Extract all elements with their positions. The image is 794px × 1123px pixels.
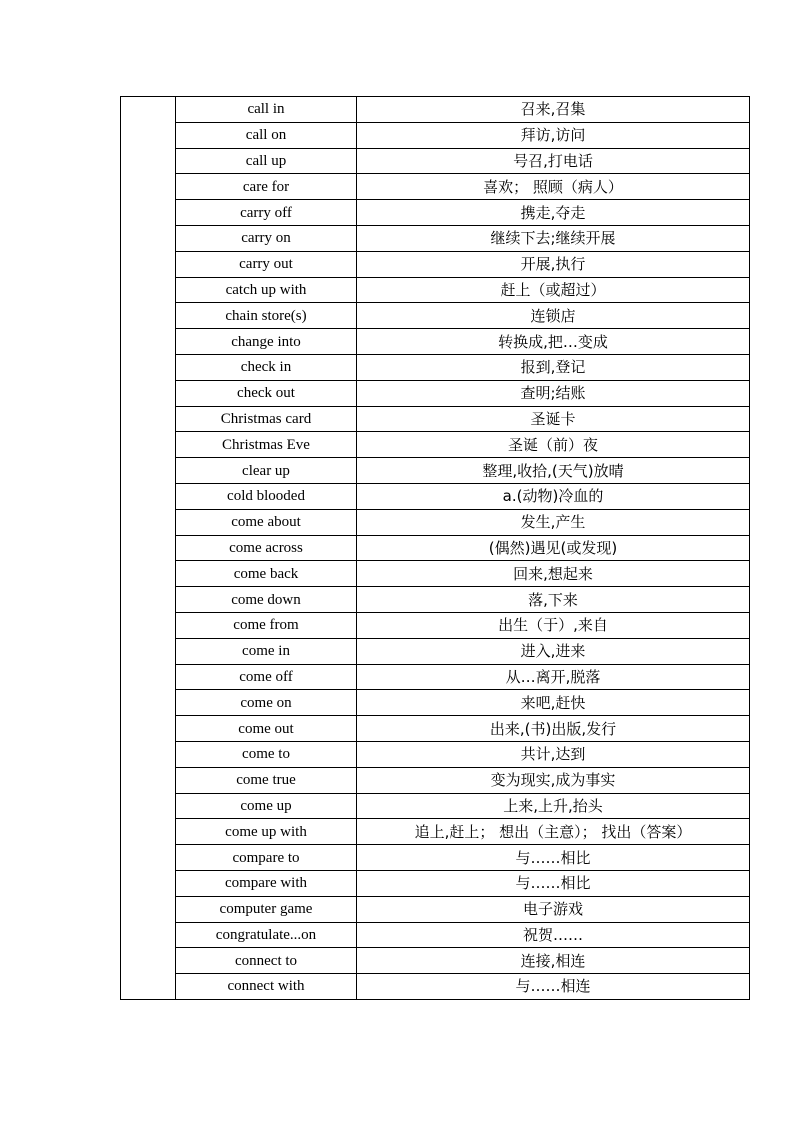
table-row: [121, 148, 750, 174]
vocabulary-table: [120, 96, 750, 1000]
table-row: [121, 767, 750, 793]
table-row: [121, 329, 750, 355]
table-row: [121, 380, 750, 406]
table-row: [121, 638, 750, 664]
meaning-cell: 连接,相连: [357, 948, 750, 974]
table-row: [121, 716, 750, 742]
phrase-cell: call on: [176, 122, 357, 148]
phrase-cell: carry off: [176, 200, 357, 226]
phrase-cell: come true: [176, 767, 357, 793]
table-row: [121, 458, 750, 484]
phrase-cell: come up: [176, 793, 357, 819]
phrase-cell: check in: [176, 354, 357, 380]
meaning-cell: 祝贺……: [357, 922, 750, 948]
table-row: [121, 122, 750, 148]
phrase-cell: change into: [176, 329, 357, 355]
phrase-cell: come about: [176, 509, 357, 535]
phrase-cell: compare to: [176, 845, 357, 871]
phrase-cell: Christmas card: [176, 406, 357, 432]
meaning-cell: 继续下去;继续开展: [357, 225, 750, 251]
phrase-cell: come in: [176, 638, 357, 664]
phrase-cell: come to: [176, 741, 357, 767]
table-row: [121, 974, 750, 1000]
meaning-cell: a.(动物)冷血的: [357, 483, 750, 509]
meaning-cell: 整理,收拾,(天气)放晴: [357, 458, 750, 484]
meaning-cell: 出生（于）,来自: [357, 612, 750, 638]
phrase-cell: call up: [176, 148, 357, 174]
table-row: [121, 483, 750, 509]
meaning-cell: 落,下来: [357, 587, 750, 613]
meaning-cell: 喜欢； 照顾（病人）: [357, 174, 750, 200]
meaning-cell: 转换成,把…变成: [357, 329, 750, 355]
table-row: [121, 561, 750, 587]
meaning-cell: 与……相连: [357, 974, 750, 1000]
meaning-cell: 回来,想起来: [357, 561, 750, 587]
empty-side-column: [121, 97, 176, 1000]
meaning-cell: 来吧,赶快: [357, 690, 750, 716]
phrase-cell: cold blooded: [176, 483, 357, 509]
table-row: [121, 664, 750, 690]
table-row: [121, 200, 750, 226]
meaning-cell: 上来,上升,抬头: [357, 793, 750, 819]
table-row: [121, 251, 750, 277]
phrase-cell: come off: [176, 664, 357, 690]
phrase-cell: come out: [176, 716, 357, 742]
table-row: [121, 354, 750, 380]
meaning-cell: 进入,进来: [357, 638, 750, 664]
meaning-cell: 召来,召集: [357, 97, 750, 123]
phrase-cell: connect with: [176, 974, 357, 1000]
phrase-cell: call in: [176, 97, 357, 123]
meaning-cell: 拜访,访问: [357, 122, 750, 148]
table-row: [121, 535, 750, 561]
table-row: [121, 896, 750, 922]
vocabulary-table-body: [121, 97, 750, 1000]
phrase-cell: compare with: [176, 870, 357, 896]
meaning-cell: (偶然)遇见(或发现): [357, 535, 750, 561]
phrase-cell: carry on: [176, 225, 357, 251]
meaning-cell: 与……相比: [357, 870, 750, 896]
phrase-cell: clear up: [176, 458, 357, 484]
table-row: [121, 97, 750, 123]
phrase-cell: come down: [176, 587, 357, 613]
table-row: [121, 819, 750, 845]
meaning-cell: 圣诞（前）夜: [357, 432, 750, 458]
table-row: [121, 432, 750, 458]
meaning-cell: 共计,达到: [357, 741, 750, 767]
table-row: [121, 612, 750, 638]
phrase-cell: catch up with: [176, 277, 357, 303]
meaning-cell: 查明;结账: [357, 380, 750, 406]
phrase-cell: come on: [176, 690, 357, 716]
phrase-cell: Christmas Eve: [176, 432, 357, 458]
meaning-cell: 携走,夺走: [357, 200, 750, 226]
phrase-cell: connect to: [176, 948, 357, 974]
table-row: [121, 690, 750, 716]
table-row: [121, 174, 750, 200]
phrase-cell: computer game: [176, 896, 357, 922]
meaning-cell: 开展,执行: [357, 251, 750, 277]
phrase-cell: come from: [176, 612, 357, 638]
table-row: [121, 845, 750, 871]
table-row: [121, 587, 750, 613]
meaning-cell: 电子游戏: [357, 896, 750, 922]
table-row: [121, 870, 750, 896]
phrase-cell: chain store(s): [176, 303, 357, 329]
table-row: [121, 303, 750, 329]
meaning-cell: 追上,赶上； 想出（主意）； 找出（答案）: [357, 819, 750, 845]
phrase-cell: come across: [176, 535, 357, 561]
table-row: [121, 793, 750, 819]
table-row: [121, 948, 750, 974]
meaning-cell: 从…离开,脱落: [357, 664, 750, 690]
meaning-cell: 号召,打电话: [357, 148, 750, 174]
table-row: [121, 277, 750, 303]
meaning-cell: 连锁店: [357, 303, 750, 329]
meaning-cell: 报到,登记: [357, 354, 750, 380]
phrase-cell: congratulate...on: [176, 922, 357, 948]
phrase-cell: care for: [176, 174, 357, 200]
meaning-cell: 出来,(书)出版,发行: [357, 716, 750, 742]
table-row: [121, 406, 750, 432]
table-row: [121, 741, 750, 767]
table-row: [121, 225, 750, 251]
table-row: [121, 509, 750, 535]
meaning-cell: 变为现实,成为事实: [357, 767, 750, 793]
phrase-cell: come up with: [176, 819, 357, 845]
meaning-cell: 赶上（或超过）: [357, 277, 750, 303]
table-row: [121, 922, 750, 948]
phrase-cell: check out: [176, 380, 357, 406]
phrase-cell: come back: [176, 561, 357, 587]
meaning-cell: 圣诞卡: [357, 406, 750, 432]
meaning-cell: 发生,产生: [357, 509, 750, 535]
meaning-cell: 与……相比: [357, 845, 750, 871]
phrase-cell: carry out: [176, 251, 357, 277]
